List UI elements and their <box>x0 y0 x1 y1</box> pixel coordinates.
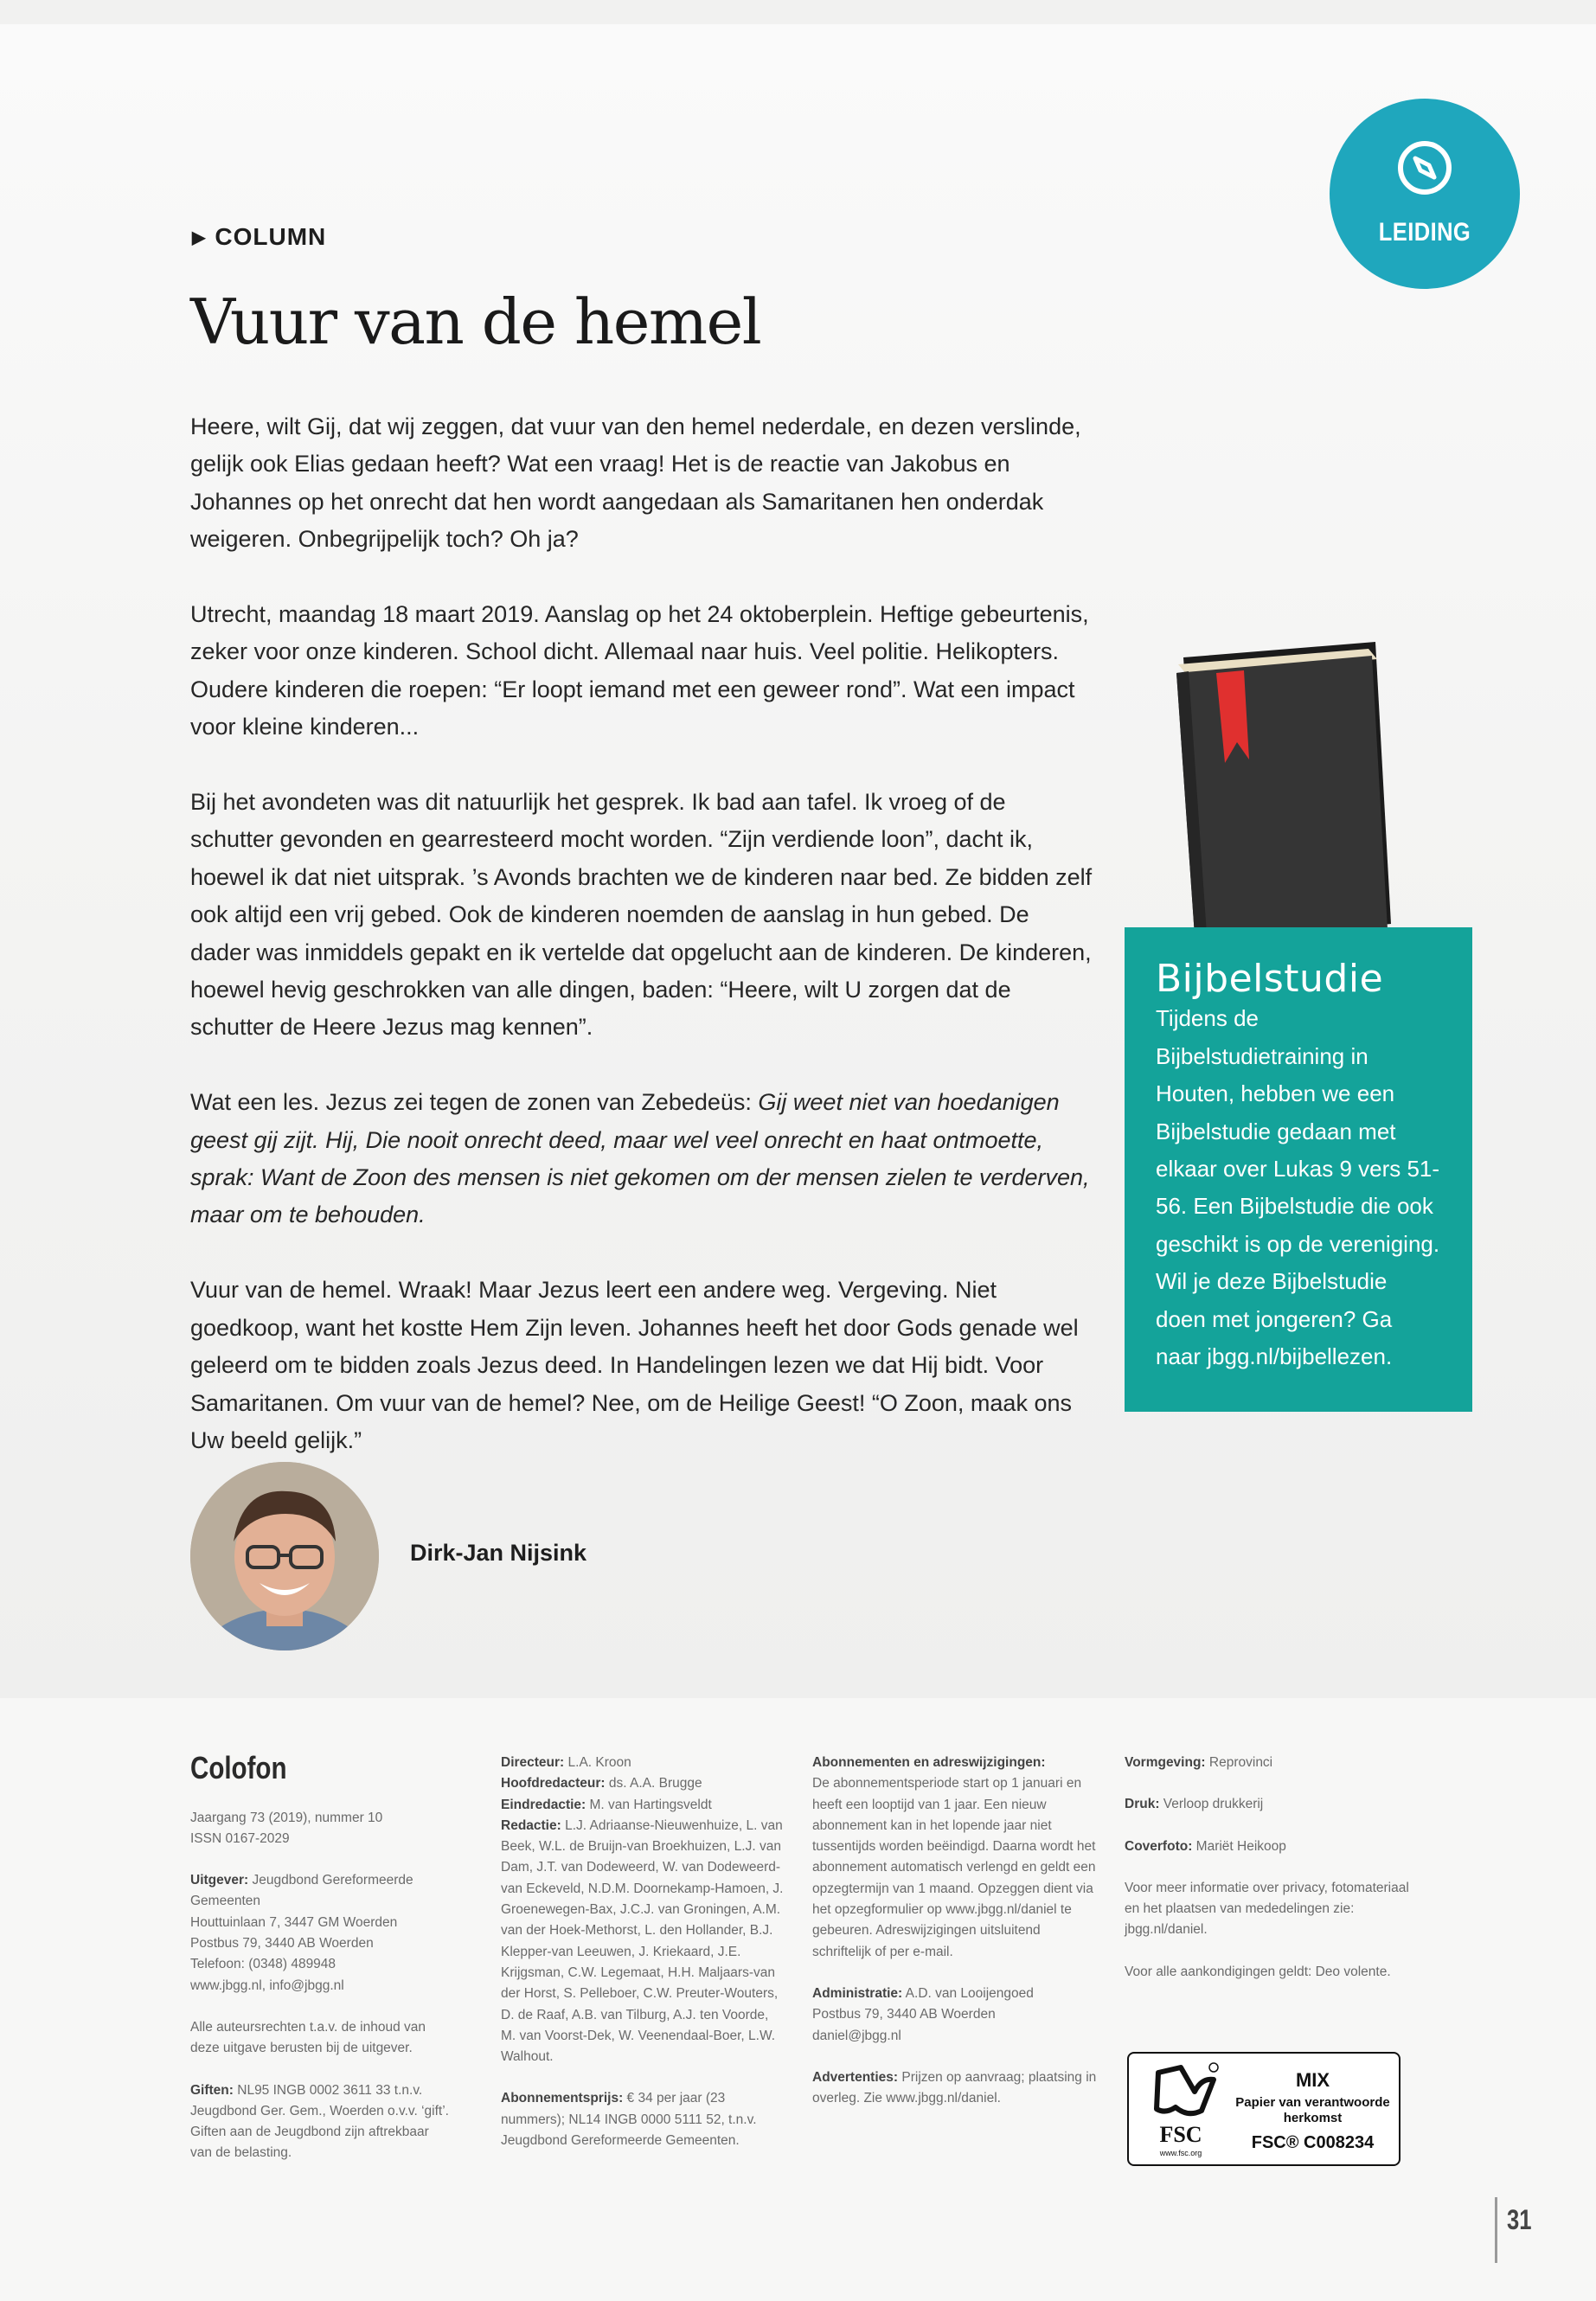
colofon-advertenties: Advertenties: Prijzen op aanvraag; plaatsing in overleg. Zie www.jbgg.nl/daniel. <box>812 2069 1097 2106</box>
colofon-column-4 <box>1125 1753 1410 2003</box>
fsc-subtitle: Papier van verantwoorde herkomst <box>1235 2095 1390 2125</box>
fsc-code: FSC® C008234 <box>1251 2133 1375 2152</box>
sidebar-text: Tijdens de Bijbelstudietraining in Houten, hebben we een Bijbelstudie gedaan met elkaar over Lukas 9 vers 51-56. Een Bijbelstudie die ook geschikt is op de vereniging. Wil je deze Bijbelstudie doen met jongeren? Ga naar jbgg.nl/bijbellezen. <box>1156 1005 1440 1370</box>
colofon-uitgever: Uitgever: Jeugdbond Gereformeerde Gemeenten Houttuinlaan 7, 3447 GM Woerden Postbus 79, 3440 AB Woerden Telefoon: (0348) 489948 www.jbgg.nl, info@jbgg.nl <box>190 1873 413 1993</box>
category-badge <box>1330 99 1520 289</box>
fsc-logo-text: FSC <box>1159 2122 1202 2147</box>
colofon-aankondigingen: Voor alle aankondigingen geldt: Deo volente. <box>1125 1964 1391 1979</box>
colofon-directeur: Directeur: L.A. Kroon <box>501 1755 631 1770</box>
colofon-redactie: Redactie: L.J. Adriaanse-Nieuwenhuize, L. van Beek, W.L. de Bruijn-van Broekhuizen, L.J. van Dam, J.T. van Dodeweerd, W. van Dodeweerd-van Eckeveld, N.D.M. Doornekamp-Hamoen, J. Groenewegen-Bax, J.C.J. van Groningen, A.M. van der Hoek-Methorst, L. den Hollander, B.J. Klepper-van Leeuwen, J. Kriekaard, J.E. Krijgsman, C.W. Legemaat, H.H. Maljaars-van der Horst, S. Pelleboer, C.W. Preuter-Wouters, D. de Raaf, A.B. van Tilburg, A.J. ten Voorde, M. van Voorst-Dek, W. Veenendaal-Boer, L.W. Walhout. <box>501 1817 784 2065</box>
section-kicker <box>192 223 326 251</box>
colofon-column-1 <box>190 1751 450 2185</box>
paragraph: Vuur van de hemel. Wraak! Maar Jezus leert een andere weg. Vergeving. Niet goedkoop, want het kostte Hem Zijn leven. Johannes heeft het door Gods genade wel geleerd om te bidden zoals Jezus deed. In Handelingen lezen we dat Hij bidt. Voor Samaritanen. Om vuur van de hemel? Nee, om de Heilige Geest! “O Zoon, maak ons Uw beeld gelijk.” <box>190 1277 1079 1453</box>
fsc-tree-icon <box>1141 2061 1221 2147</box>
page-number-rule <box>1495 2197 1497 2263</box>
play-arrow-icon: ▶ <box>192 228 207 247</box>
colofon-column-2 <box>501 1753 786 2172</box>
badge-label: LEIDING <box>1378 218 1471 247</box>
fsc-label <box>1127 2052 1401 2166</box>
colofon-title: Colofon <box>190 1750 287 1785</box>
colofon-privacy: Voor meer informatie over privacy, fotomateriaal en het plaatsen van mededelingen zie: jbgg.nl/daniel. <box>1125 1880 1409 1938</box>
colofon-eindredactie: Eindredactie: M. van Hartingsveldt <box>501 1797 712 1812</box>
colofon-vormgeving: Vormgeving: Reprovinci <box>1125 1755 1273 1770</box>
paragraph: Heere, wilt Gij, dat wij zeggen, dat vuur van den hemel nederdale, en dezen verslinde, gelijk ook Elias gedaan heeft? Wat een vraag! Het is de reactie van Jakobus en Johannes op het onrecht dat hen wordt aangedaan als Samaritanen hen onderdak weigeren. Onbegrijpelijk toch? Oh ja? <box>190 413 1081 553</box>
author-photo <box>190 1462 379 1650</box>
colofon-hoofdredacteur: Hoofdredacteur: ds. A.A. Brugge <box>501 1776 702 1791</box>
paragraph-lead: Wat een les. Jezus zei tegen de zonen van Zebedeüs: <box>190 1089 759 1116</box>
paragraph: Bij het avondeten was dit natuurlijk het gesprek. Ik bad aan tafel. Ik vroeg of de schutter gevonden en gearresteerd mocht worden. “Zijn verdiende loon”, dacht ik, hoewel ik dat niet uitsprak. ’s Avonds brachten we de kinderen naar bed. Ze bidden zelf ook altijd een vrij gebed. Ook de kinderen noemden de aanslag in hun gebed. De dader was inmiddels gepakt en ik vertelde dat opgelucht aan de kinderen. De kinderen, hoewel hevig geschrokken van alle dingen, baden: “Heere, wilt U zorgen dat de schutter de Heere Jezus mag kennen”. <box>190 789 1093 1041</box>
colofon-coverfoto: Coverfoto: Mariët Heikoop <box>1125 1838 1286 1854</box>
bible-book-icon <box>1176 638 1401 950</box>
bible-quote: Gij weet niet van hoedanigen geest gij zijt. Hij, Die nooit onrecht deed, maar wel veel onrecht en haat ontmoette, sprak: Want de Zoon des mensen is niet gekomen om der mensen zielen te verderven, maar om te behouden. <box>190 1089 1090 1228</box>
fsc-url: www.fsc.org <box>1159 2149 1202 2157</box>
fsc-mix: MIX <box>1295 2069 1330 2091</box>
paragraph <box>190 1084 1094 1234</box>
compass-icon <box>1394 138 1455 198</box>
colofon-druk: Druk: Verloop drukkerij <box>1125 1797 1264 1812</box>
author-name: Dirk-Jan Nijsink <box>410 1540 587 1566</box>
paragraph: Utrecht, maandag 18 maart 2019. Aanslag op het 24 oktoberplein. Heftige gebeurtenis, zeker voor onze kinderen. School dicht. Allemaal naar huis. Veel politie. Helikopters. Oudere kinderen die roepen: “Er loopt iemand met een geweer rond”. Wat een impact voor kleine kinderen... <box>190 601 1089 740</box>
article-body <box>190 408 1094 1497</box>
article-title: Vuur van de hemel <box>190 285 761 358</box>
colofon-abonnementen: Abonnementen en adreswijzigingen: De abonnementsperiode start op 1 januari en heeft een looptijd van 1 jaar. Een nieuw abonnement kan in het lopende jaar niet tussentijds worden beëindigd. Daarna wordt het abonnement automatisch verlengd en geldt een opzegtermijn van 1 maand. Opzeggen dient via het opzegformulier op www.jbgg.nl/daniel te gebeuren. Adreswijzigingen uitsluitend schriftelijk of per e-mail. <box>812 1755 1096 1959</box>
kicker-label: COLUMN <box>215 223 327 250</box>
colofon-rechten: Alle auteursrechten t.a.v. de inhoud van deze uitgave berusten bij de uitgever. <box>190 2019 426 2056</box>
colofon-administratie: Administratie: A.D. van Looijengoed Postbus 79, 3440 AB Woerden daniel@jbgg.nl <box>812 1985 1034 2043</box>
bijbelstudie-box <box>1125 927 1472 1412</box>
page-number: 31 <box>1507 2204 1532 2235</box>
sidebar-title: Bijbelstudie <box>1156 957 1384 1001</box>
colofon-column-3 <box>812 1753 1098 2130</box>
author-avatar <box>190 1462 379 1650</box>
colofon-jaargang: Jaargang 73 (2019), nummer 10 ISSN 0167-2029 <box>190 1810 383 1846</box>
colofon-prijs: Abonnementsprijs: € 34 per jaar (23 nummers); NL14 INGB 0000 5111 52, t.n.v. Jeugdbond Gereformeerde Gemeenten. <box>501 2091 757 2149</box>
colofon-giften: Giften: NL95 INGB 0002 3611 33 t.n.v. Jeugdbond Ger. Gem., Woerden o.v.v. ‘gift’. Giften aan de Jeugdbond zijn aftrekbaar van de belasting. <box>190 2082 449 2161</box>
